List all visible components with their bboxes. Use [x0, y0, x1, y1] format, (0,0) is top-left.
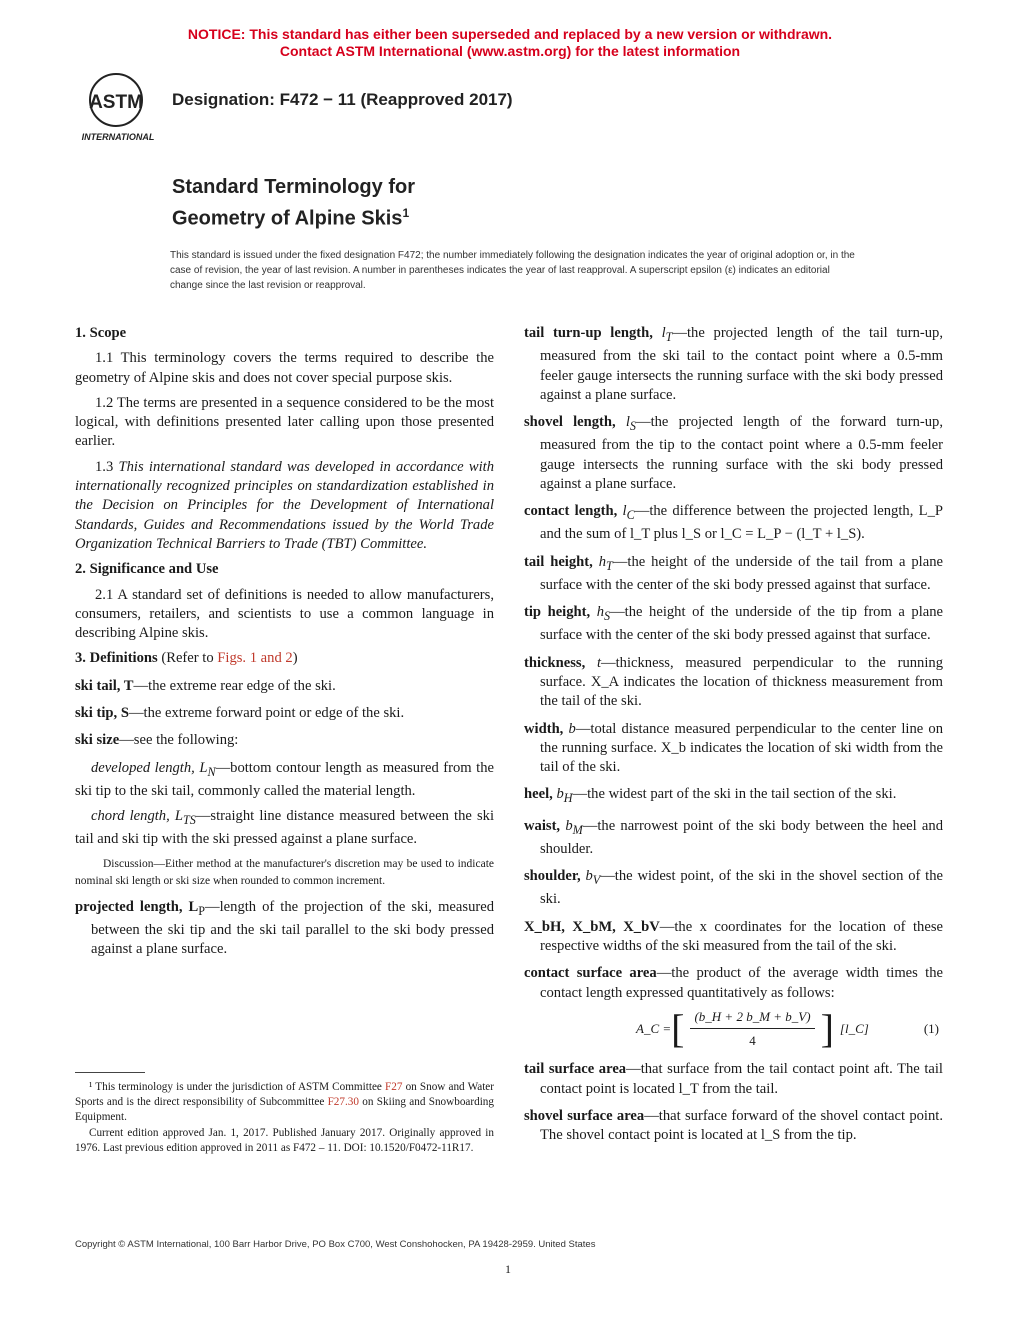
page-number: 1	[505, 1262, 511, 1276]
def-text-ski-tip: —the extreme forward point or edge of the ski.	[128, 705, 405, 722]
sym-waist: b	[565, 817, 573, 834]
sym-tip-height: h	[596, 604, 604, 621]
footnote-1	[75, 1080, 494, 1126]
def-developed-length	[75, 759, 494, 802]
def-shoulder	[524, 867, 943, 910]
def-heel	[524, 785, 943, 808]
eq-rhs: [l_C]	[839, 1021, 869, 1036]
def-thickness	[524, 654, 943, 712]
def-text-tip-height: —the height of the underside of the tip from a plane surface with the center of the ski body pressed against that surface.	[540, 604, 943, 644]
def-waist	[524, 817, 943, 860]
def-tail-turnup	[524, 324, 943, 405]
sub-waist: M	[572, 822, 583, 837]
left-column	[75, 324, 494, 967]
term-shovel-length: shovel length,	[524, 414, 626, 431]
sym-shoulder: b	[585, 868, 593, 885]
def-text-tail-height: —the height of the underside of the tail from a plane surface with the center of the ski body pressed against that surface.	[540, 553, 943, 593]
term-ski-tail: ski tail, T	[75, 677, 134, 694]
eq-fraction	[690, 1007, 814, 1051]
def-ski-tip	[75, 704, 494, 723]
def-text-shovel-surface-area: —that surface forward of the shovel contact point. The shovel contact point is located at l_S from the tip.	[540, 1108, 943, 1144]
designation: Designation: F472 − 11 (Reapproved 2017)	[172, 90, 513, 109]
def-ski-tail	[75, 677, 494, 696]
def-shovel-length	[524, 413, 943, 494]
sym-heel: b	[556, 786, 564, 803]
sym-width: b	[568, 720, 576, 737]
eq-lhs: A_C =	[636, 1021, 672, 1036]
sub-shoulder: V	[592, 873, 601, 888]
sub-heel: H	[563, 791, 573, 806]
def-contact-surface-area	[524, 964, 943, 1003]
equation-number: (1)	[923, 1021, 939, 1036]
def-shovel-surface-area	[524, 1107, 943, 1146]
term-xb: X_bH, X_bM, X_bV	[524, 918, 660, 935]
def-xb	[524, 918, 943, 957]
equation-body	[636, 1007, 869, 1051]
copyright: Copyright © ASTM International, 100 Barr Harbor Drive, PO Box C700, West Conshohocken, PA 19428-2959. United States	[75, 1239, 596, 1250]
definitions-refer-pre: (Refer to	[161, 650, 218, 667]
def-text-tail-surface-area: —that surface from the tail contact point aft. The tail contact point is located l_T from the tail.	[540, 1061, 943, 1097]
term-projected-length: projected length, L	[75, 898, 199, 915]
definitions-heading-line	[75, 649, 494, 668]
def-text-ski-size: —see the following:	[119, 732, 239, 749]
def-text-tail-turnup: —the projected length of the tail turn-up, measured from the ski tail to the contact point where a 0.5-mm feeler gauge intersects the running surface with the ski body pressed against a plane surface.	[540, 325, 943, 403]
def-text-contact-length: —the difference between the projected length, L_P and the sum of l_T plus l_S or l_C = L_P − (l_T + l_S).	[540, 503, 943, 543]
sub-developed: N	[207, 764, 216, 779]
term-waist: waist,	[524, 817, 566, 834]
definitions-refer-post: )	[292, 650, 298, 667]
def-ski-size	[75, 731, 494, 750]
def-text-ski-tail: —the extreme rear edge of the ski.	[133, 677, 336, 694]
sym-thickness: t	[596, 654, 602, 671]
sym-tail-height: h	[598, 553, 607, 570]
def-tail-height	[524, 553, 943, 596]
term-ski-tip: ski tip, S	[75, 705, 129, 722]
discussion-note: Discussion—Either method at the manufacturer's discretion may be used to indicate nominal ski length or ski size when rounded to common increment.	[75, 857, 494, 887]
term-contact-length: contact length,	[524, 503, 623, 520]
footnote-1-mid: on Snow and Water Sports and is the direct responsibility of Subcommittee	[75, 1081, 494, 1109]
para-2-1: 2.1 A standard set of definitions is needed to allow manufacturers, consumers, retailers, and scientists to use a common language in describing Alpine skis.	[75, 586, 494, 642]
para-1-1: 1.1 This terminology covers the terms required to describe the geometry of Alpine skis and does not cover special purpose skis.	[75, 350, 494, 386]
def-tail-surface-area	[524, 1060, 943, 1099]
committee-f27-link[interactable]: F27	[385, 1081, 403, 1093]
astm-logo	[72, 72, 164, 144]
notice-line-2: Contact ASTM International (www.astm.org) for the latest information	[279, 43, 741, 59]
def-text-width: —total distance measured perpendicular to the center line on the running surface. X_b indicates the location of ski width from the tail of the ski.	[540, 720, 943, 776]
term-chord-length: chord length, L	[91, 808, 183, 825]
def-text-shovel-length: —the projected length of the forward turn-up, measured from the tip to the contact point where a 0.5-mm feeler gauge intersects the running surface with the ski body pressed against a plane surface.	[540, 414, 943, 492]
term-shoulder: shoulder,	[524, 868, 586, 885]
def-text-developed: —bottom contour length as measured from the ski tip to the ski tail, commonly called the material length.	[75, 759, 494, 799]
sym-shovel-length: l	[625, 414, 630, 431]
page-title	[172, 174, 415, 232]
sym-tail-turnup: l	[661, 325, 666, 341]
equation-1	[524, 1007, 943, 1051]
right-column	[524, 324, 943, 1154]
title-line-2: Geometry of Alpine Skis	[172, 207, 403, 230]
scope-heading: 1. Scope	[75, 325, 127, 341]
footnote-1-post: on Skiing and Snowboarding Equipment.	[75, 1096, 494, 1124]
astm-logo-text: ASTM	[89, 92, 143, 113]
footnote-2: Current edition approved Jan. 1, 2017. Published January 2017. Originally approved in 1976. Last previous edition approved in 2011 as F472 – 11. DOI: 10.1520/F0472-11R17.	[75, 1126, 494, 1154]
term-contact-surface-area: contact surface area	[524, 965, 657, 982]
def-width	[524, 720, 943, 778]
term-tail-surface-area: tail surface area	[524, 1061, 627, 1078]
def-projected-length	[75, 898, 494, 960]
def-text-shoulder: —the widest point, of the ski in the shovel section of the ski.	[540, 868, 943, 908]
def-text-xb: —the x coordinates for the location of these respective widths of the ski measured from the tail of the ski.	[540, 918, 943, 954]
eq-denominator: 4	[749, 1033, 756, 1049]
eq-numerator: (b_H + 2 b_M + b_V)	[690, 1007, 814, 1029]
title-line-1: Standard Terminology for	[172, 176, 415, 198]
para-1-3	[75, 458, 494, 554]
term-tip-height: tip height,	[524, 604, 597, 621]
sub-tip-height: S	[604, 609, 611, 624]
term-thickness: thickness,	[524, 654, 597, 671]
sub-tail-turnup: T	[665, 329, 673, 344]
astm-logo-subtext: INTERNATIONAL	[81, 132, 155, 142]
sub-chord: TS	[182, 813, 196, 828]
footnote-1-pre: ¹ This terminology is under the jurisdiction of ASTM Committee	[89, 1081, 386, 1093]
para-1-3-text: This international standard was developed in accordance with internationally recognized principles on standardization established in the Decision on Principles for the Development of International Standards, Guides and Recommendations issued by the World Trade Organization Technical Barriers to Trade (TBT) Committee.	[75, 458, 495, 552]
figs-link[interactable]: Figs. 1 and 2	[217, 650, 293, 667]
significance-heading: 2. Significance and Use	[75, 561, 219, 578]
def-text-heel: —the widest part of the ski in the tail section of the ski.	[572, 786, 897, 803]
footnotes	[75, 1080, 494, 1156]
footnote-rule	[75, 1072, 145, 1073]
title-footnote-mark: 1	[402, 206, 410, 220]
def-contact-length	[524, 502, 943, 545]
sub-contact-length: C	[626, 508, 635, 523]
def-chord-length	[75, 807, 494, 850]
term-ski-size: ski size	[75, 732, 120, 749]
term-shovel-surface-area: shovel surface area	[524, 1108, 645, 1125]
issued-note: This standard is issued under the fixed designation F472; the number immediately following the designation indicates the year of original adoption or, in the case of revision, the year of last revision. A number in parentheses indicates the year of last reapproval. A superscript epsilon (ε) indicates an editorial change since the last revision or reapproval.	[170, 250, 855, 291]
term-developed-length: developed length, L	[91, 759, 208, 776]
subcommittee-f27-30-link[interactable]: F27.30	[327, 1096, 359, 1109]
sym-contact-length: l	[622, 503, 627, 520]
def-text-chord: —straight line distance measured between the ski tail and ski tip with the ski pressed against a plane surface.	[75, 808, 494, 848]
term-width: width,	[524, 720, 569, 737]
term-heel: heel,	[524, 786, 557, 803]
para-1-3-num: 1.3	[95, 458, 119, 475]
sub-shovel-length: S	[629, 419, 636, 433]
notice-line-1: NOTICE: This standard has either been superseded and replaced by a new version or withdrawn.	[187, 26, 833, 42]
right-bracket: ]	[820, 1005, 834, 1051]
definitions-heading: 3. Definitions	[75, 650, 158, 667]
def-text-contact-surface-area: —the product of the average width times the contact length expressed quantitatively as follows:	[540, 965, 943, 1001]
def-text-thickness: —thickness, measured perpendicular to the running surface. X_A indicates the location of thickness measurement from the tail of the ski.	[540, 654, 943, 710]
term-tail-height: tail height,	[524, 553, 599, 570]
sub-tail-height: T	[606, 558, 613, 573]
left-bracket: [	[671, 1005, 685, 1051]
def-text-projected: —length of the projection of the ski, measured between the ski tip and the ski tail parallel to the ski body pressed against a plane surface.	[91, 898, 494, 958]
para-1-2: 1.2 The terms are presented in a sequence considered to be the most logical, with definitions presented later calling upon those presented earlier.	[75, 394, 494, 450]
term-tail-turnup: tail turn-up length,	[524, 325, 662, 341]
sub-projected: P	[198, 903, 206, 918]
notice-banner	[0, 26, 1020, 60]
def-text-waist: —the narrowest point of the ski body between the heel and shoulder.	[540, 817, 943, 857]
def-tip-height	[524, 603, 943, 646]
